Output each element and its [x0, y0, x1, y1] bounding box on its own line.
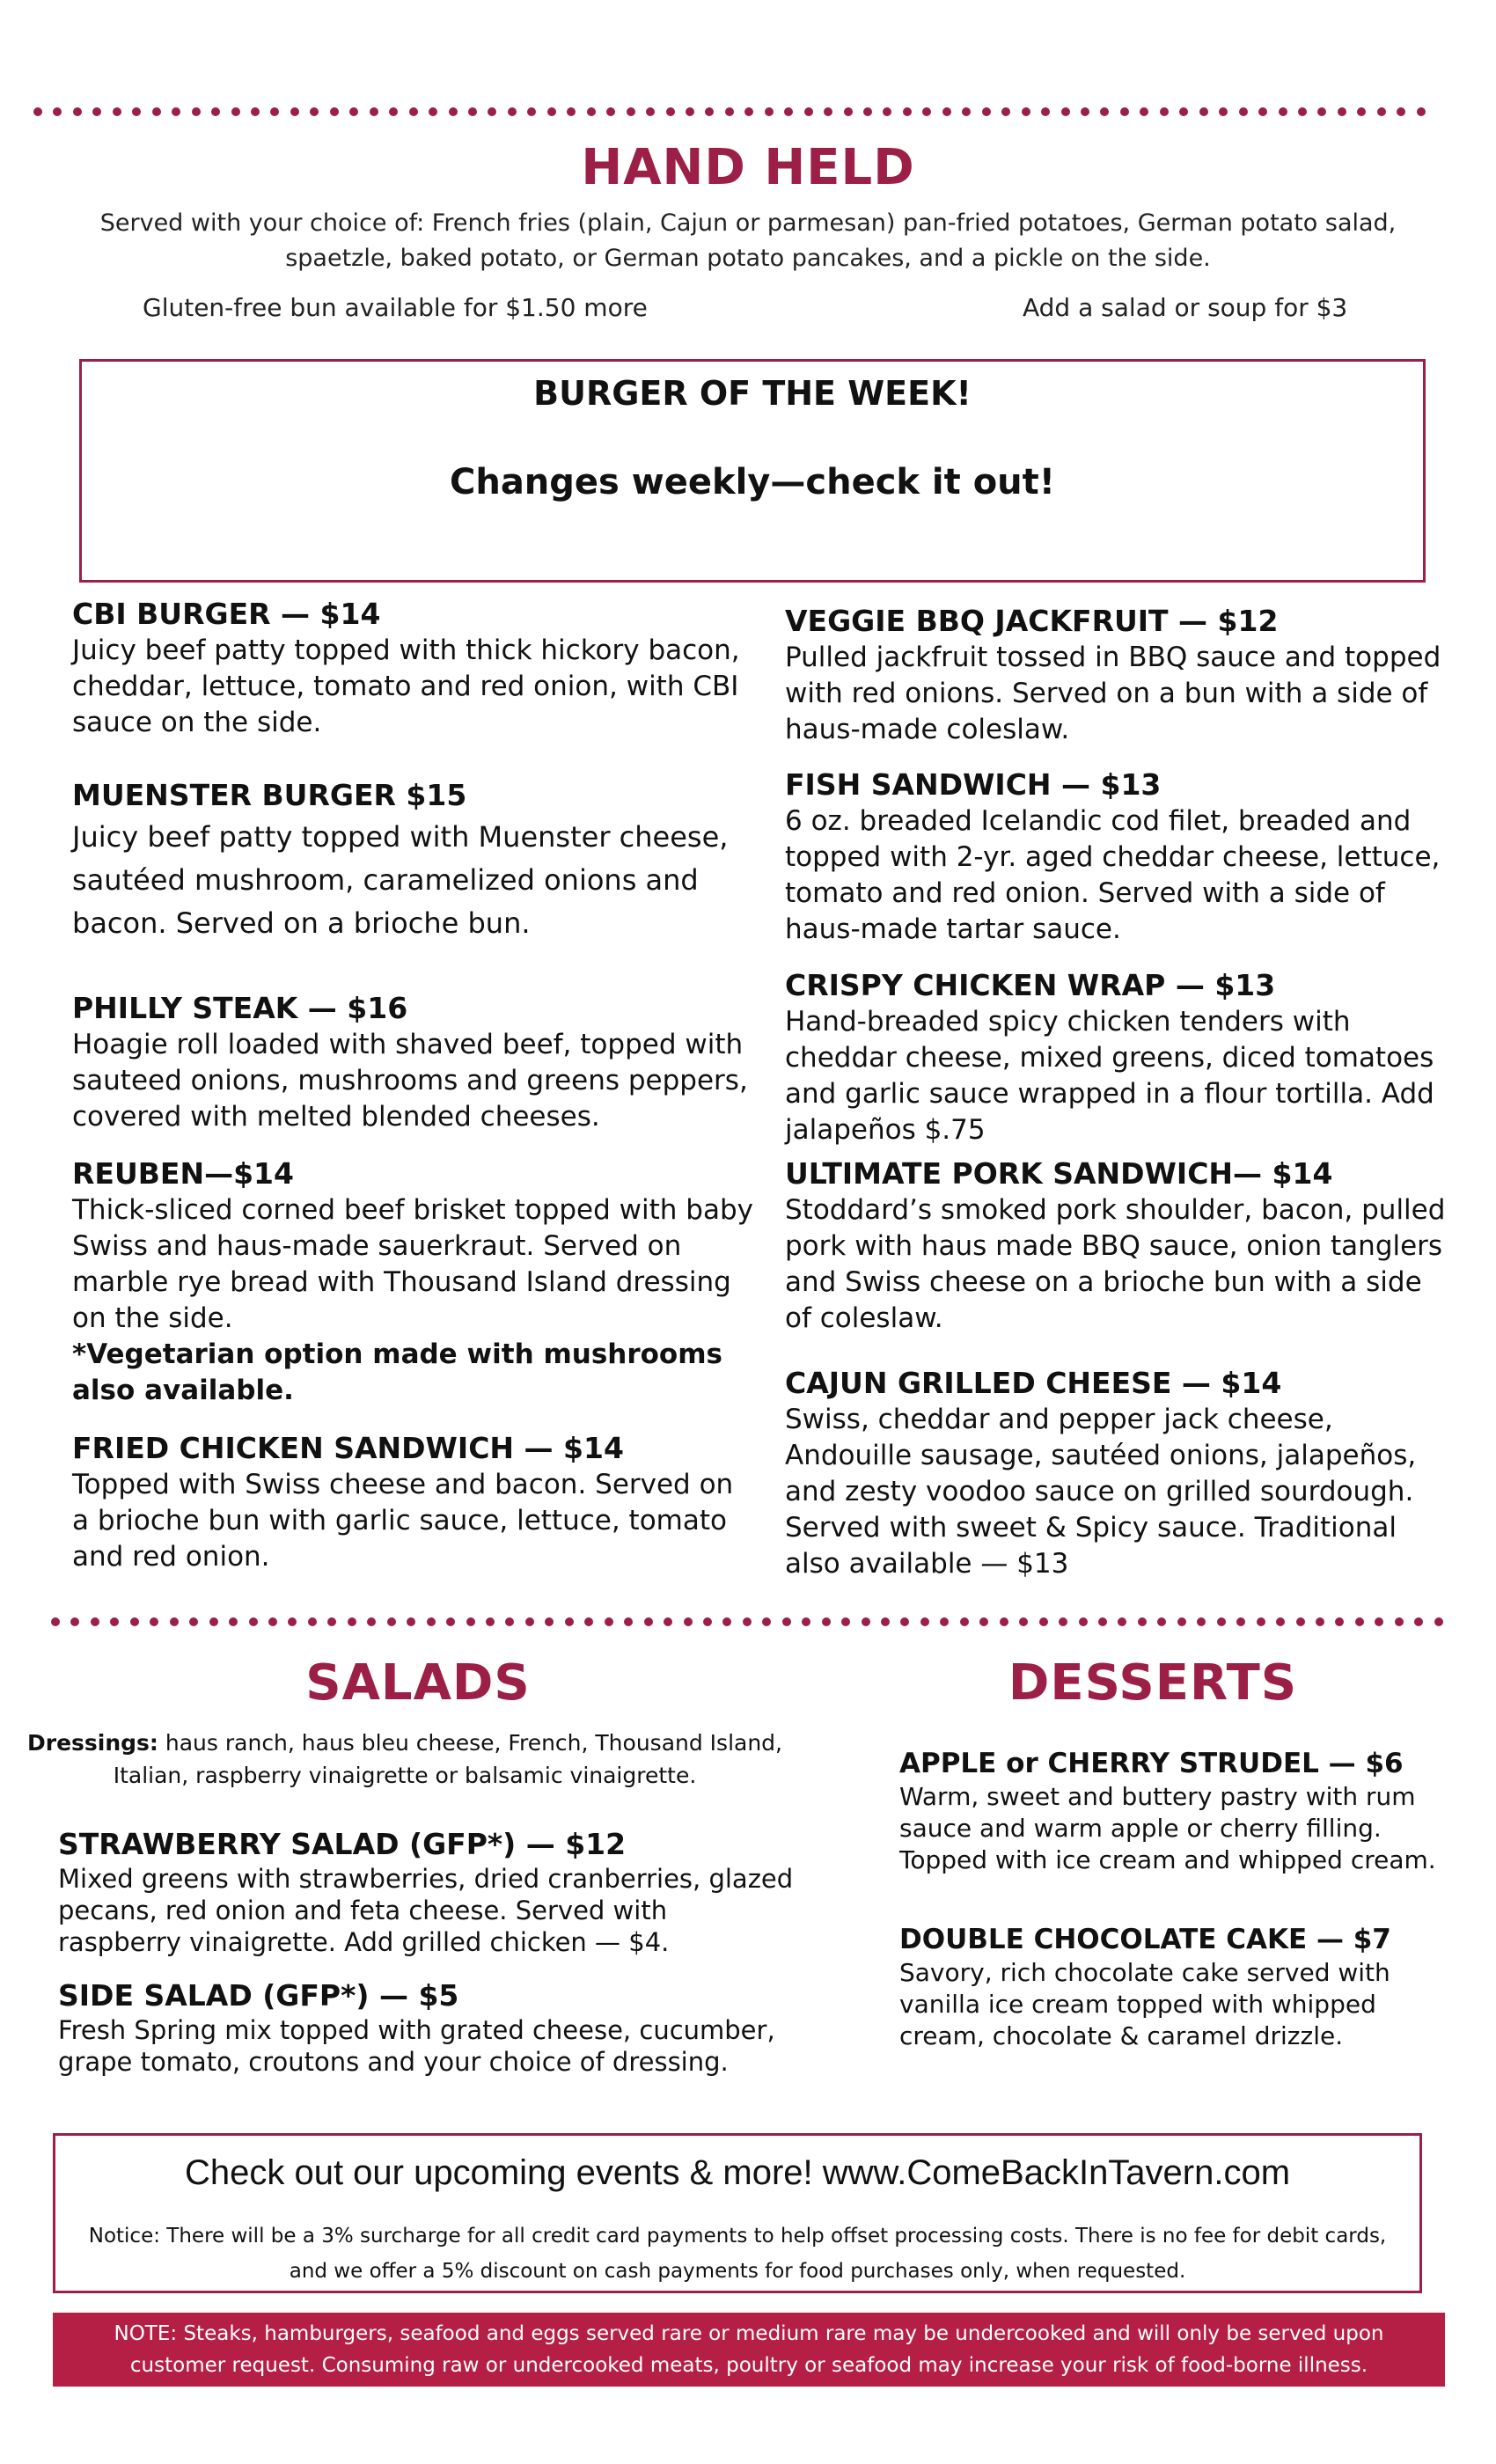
item-name: VEGGIE BBQ JACKFRUIT — $12 — [785, 604, 1279, 638]
divider-dot — [1079, 1617, 1088, 1626]
divider-dot — [979, 1617, 988, 1626]
divider-dot — [762, 1617, 771, 1626]
divider-dot — [962, 107, 971, 116]
divider-dot — [1022, 107, 1030, 116]
item-description: Thick-sliced corned beef brisket topped with baby Swiss and haus-made sauerkraut. Served on marble rye bread with Thousand Island dressing on the side. — [72, 1194, 753, 1334]
divider-dot — [545, 1617, 554, 1626]
item-description: Hand-breaded spicy chicken tenders with cheddar cheese, mixed greens, diced tomatoes and garlic sauce wrapped in a flour tortilla. Add jalapeños $.75 — [785, 1006, 1434, 1146]
item-name: REUBEN—$14 — [72, 1156, 294, 1191]
divider-dot — [505, 1617, 514, 1626]
divider-dot — [33, 107, 42, 116]
divider-dot — [91, 1617, 99, 1626]
divider-dot — [288, 1617, 297, 1626]
divider-dot — [1081, 107, 1089, 116]
dressings-text: haus ranch, haus bleu cheese, French, Thousand Island, Italian, raspberry vinaigrette or balsamic vinaigrette. — [113, 1730, 783, 1788]
item-name: CAJUN GRILLED CHEESE — $14 — [785, 1366, 1282, 1400]
divider-dot — [468, 107, 477, 116]
item-description: Swiss, cheddar and pepper jack cheese, Andouille sausage, sautéed onions, jalapeños, and zesty voodoo sauce on grilled sourdough. Served with sweet & Spicy sauce. Traditional also available — $13 — [785, 1404, 1417, 1580]
item-description: Warm, sweet and buttery pastry with rum sauce and warm apple or cherry filling. Topped with ice cream and whipped cream. — [899, 1782, 1436, 1874]
divider-dot — [1298, 107, 1307, 116]
divider-dot — [782, 1617, 791, 1626]
divider-dot — [1258, 107, 1267, 116]
divider-dot — [92, 107, 101, 116]
divider-dot — [192, 107, 201, 116]
divider-dot — [1157, 1617, 1166, 1626]
divider-dot — [1397, 107, 1405, 116]
divider-dot — [231, 107, 240, 116]
divider-dot — [427, 1617, 436, 1626]
divider-dot — [130, 1617, 139, 1626]
divider-dot — [211, 107, 220, 116]
divider-dot — [1098, 1617, 1107, 1626]
divider-dot — [1279, 107, 1287, 116]
divider-dot — [1059, 1617, 1067, 1626]
divider-dot — [824, 107, 832, 116]
divider-dot — [229, 1617, 238, 1626]
divider-dot — [486, 1617, 495, 1626]
item-name: CBI BURGER — $14 — [72, 597, 381, 631]
divider-dot — [567, 107, 576, 116]
divider-dot — [1120, 107, 1129, 116]
item-name: STRAWBERRY SALAD (GFP*) — $12 — [58, 1827, 627, 1861]
divider-dot — [268, 1617, 277, 1626]
burger-of-week-box — [79, 359, 1426, 583]
menu-item-cbi-burger — [72, 597, 759, 741]
divider-dot — [1236, 1617, 1245, 1626]
item-name: FISH SANDWICH — $13 — [785, 767, 1162, 802]
item-description: Juicy beef patty topped with thick hickory bacon, cheddar, lettuce, tomato and red onion, with CBI sauce on the side. — [72, 634, 740, 738]
item-name: APPLE or CHERRY STRUDEL — $6 — [899, 1748, 1404, 1779]
divider-dot — [606, 107, 615, 116]
divider-dot — [940, 1617, 949, 1626]
add-salad-note: Add a salad or soup for $3 — [1023, 293, 1348, 322]
divider-dot — [1338, 107, 1346, 116]
divider-dot — [170, 1617, 179, 1626]
menu-item-fried-chicken-sandwich — [72, 1431, 759, 1575]
divider-dot — [703, 1617, 712, 1626]
divider-dot — [684, 1617, 693, 1626]
payment-notice: Notice: There will be a 3% surcharge for all credit card payments to help offset processing costs. There is no fee for debit cards, and we offer a 5% discount on cash payments for food purchases only, when requested. — [88, 2225, 1387, 2283]
divider-dot — [466, 1617, 475, 1626]
divider-dot — [722, 1617, 731, 1626]
divider-dot — [863, 107, 872, 116]
menu-item-reuben — [72, 1156, 759, 1409]
divider-dot — [822, 1617, 831, 1626]
menu-item-side-salad — [58, 1978, 797, 2078]
divider-dot — [70, 1617, 79, 1626]
divider-dot — [942, 107, 951, 116]
divider-dot — [508, 107, 517, 116]
divider-dot — [525, 1617, 534, 1626]
item-description: Stoddard’s smoked pork shoulder, bacon, pulled pork with haus made BBQ sauce, onion tanglers and Swiss cheese on a brioche bun with a side of coleslaw. — [785, 1194, 1446, 1334]
divider-dot — [73, 107, 82, 116]
divider-dot — [743, 1617, 752, 1626]
menu-item-crispy-chicken-wrap — [785, 968, 1454, 1148]
divider-dot — [765, 107, 774, 116]
divider-dot — [960, 1617, 969, 1626]
divider-dot — [527, 107, 536, 116]
menu-item-strudel — [899, 1748, 1445, 1876]
item-description: Topped with Swiss cheese and bacon. Served on a brioche bun with garlic sauce, lettuce, tomato and red onion. — [72, 1469, 734, 1573]
item-description: Pulled jackfruit tossed in BBQ sauce and topped with red onions. Served on a bun with a side of haus-made coleslaw. — [785, 642, 1441, 745]
divider-dot — [627, 107, 635, 116]
divider-dot — [784, 107, 793, 116]
divider-dot — [1335, 1617, 1344, 1626]
divider-dot — [310, 107, 319, 116]
burger-of-week-heading: BURGER OF THE WEEK! — [533, 374, 972, 413]
divider-dot — [900, 1617, 909, 1626]
menu-item-cajun-grilled-cheese — [785, 1366, 1454, 1582]
divider-dot — [189, 1617, 198, 1626]
divider-dot — [330, 107, 339, 116]
divider-dot — [113, 107, 121, 116]
divider-dot — [686, 107, 694, 116]
divider-dot — [1239, 107, 1248, 116]
item-description: Mixed greens with strawberries, dried cranberries, glazed pecans, red onion and feta cheese. Served with raspberry vinaigrette. Add grilled chicken — $4. — [58, 1864, 794, 1957]
divider-dot — [150, 1617, 158, 1626]
divider-dot — [1160, 107, 1169, 116]
divider-dot — [387, 1617, 396, 1626]
divider-dot — [348, 1617, 356, 1626]
divider-dot — [1199, 107, 1208, 116]
divider-dot — [1039, 1617, 1048, 1626]
divider-dot — [1276, 1617, 1285, 1626]
divider-dot — [370, 107, 378, 116]
divider-dot — [841, 1617, 850, 1626]
item-description: Savory, rich chocolate cake served with vanilla ice cream topped with whipped cream, chocolate & caramel drizzle. — [899, 1958, 1390, 2050]
divider-dot — [1179, 107, 1188, 116]
divider-dot — [1019, 1617, 1028, 1626]
dressings-label: Dressings: — [26, 1730, 158, 1756]
menu-item-fish-sandwich — [785, 767, 1454, 948]
menu-item-strawberry-salad — [58, 1827, 797, 1958]
divider-dot — [982, 107, 991, 116]
divider-dot — [389, 107, 398, 116]
divider-dot — [1138, 1617, 1147, 1626]
divider-dot — [51, 1617, 60, 1626]
item-name: SIDE SALAD (GFP*) — $5 — [58, 1978, 459, 2013]
divider-dot — [53, 107, 62, 116]
item-name: MUENSTER BURGER $15 — [72, 778, 467, 812]
divider-dot — [1375, 1617, 1383, 1626]
divider-dot — [446, 1617, 455, 1626]
divider-dot — [903, 107, 912, 116]
item-name: DOUBLE CHOCOLATE CAKE — $7 — [899, 1924, 1391, 1955]
divider-dot — [1316, 1617, 1324, 1626]
divider-dot — [1355, 1617, 1364, 1626]
divider-dot — [1317, 107, 1326, 116]
item-name: CRISPY CHICKEN WRAP — $13 — [785, 968, 1276, 1002]
divider-dot — [587, 107, 596, 116]
divider-dot — [290, 107, 299, 116]
item-description: 6 oz. breaded Icelandic cod filet, breaded and topped with 2-yr. aged cheddar cheese, lettuce, tomato and red onion. Served with a side of haus-made tartar sauce. — [785, 805, 1441, 945]
divider-dot — [327, 1617, 336, 1626]
divider-dot — [308, 1617, 317, 1626]
divider-dot — [1000, 1617, 1008, 1626]
item-description: Hoagie roll loaded with shaved beef, topped with sauteed onions, mushrooms and greens peppers, covered with melted blended cheeses. — [72, 1029, 748, 1133]
divider-dot — [349, 107, 358, 116]
divider-dot — [1219, 107, 1228, 116]
divider-dot — [152, 107, 161, 116]
divider-dot — [624, 1617, 633, 1626]
divider-dot — [110, 1617, 119, 1626]
divider-dot — [862, 1617, 870, 1626]
divider-dot — [1217, 1617, 1226, 1626]
top-dotted-divider — [33, 107, 1426, 116]
divider-dot — [251, 107, 260, 116]
item-name: PHILLY STEAK — $16 — [72, 991, 408, 1025]
divider-dot — [725, 107, 734, 116]
handheld-intro: Served with your choice of: French fries (plain, Cajun or parmesan) pan-fried potatoes, German potato salad, spaetzle, baked potato, or German potato pancakes, and a pickle on the side. — [99, 209, 1397, 272]
divider-dot — [1197, 1617, 1206, 1626]
divider-dot — [666, 107, 675, 116]
item-name: ULTIMATE PORK SANDWICH— $14 — [785, 1156, 1333, 1191]
divider-dot — [922, 107, 931, 116]
divider-dot — [209, 1617, 218, 1626]
vegetarian-option-note: *Vegetarian option made with mushrooms also available. — [72, 1338, 722, 1406]
divider-dot — [429, 107, 437, 116]
events-notice-box — [53, 2133, 1422, 2293]
item-name: FRIED CHICKEN SANDWICH — $14 — [72, 1431, 624, 1465]
divider-dot — [1414, 1617, 1423, 1626]
menu-item-veggie-bbq-jackfruit — [785, 604, 1454, 748]
food-safety-warning — [53, 2313, 1445, 2387]
divider-dot — [881, 1617, 890, 1626]
divider-dot — [883, 107, 891, 116]
divider-dot — [1118, 1617, 1126, 1626]
divider-dot — [646, 107, 655, 116]
divider-dot — [407, 1617, 415, 1626]
divider-dot — [249, 1617, 258, 1626]
divider-dot — [804, 107, 813, 116]
menu-item-philly-steak — [72, 991, 759, 1135]
divider-dot — [1001, 107, 1010, 116]
divider-dot — [1417, 107, 1426, 116]
divider-dot — [270, 107, 279, 116]
dressings-line — [26, 1727, 783, 1792]
divider-dot — [1357, 107, 1366, 116]
divider-dot — [565, 1617, 574, 1626]
events-line: Check out our upcoming events & more! www.ComeBackInTavern.com — [184, 2153, 1291, 2192]
divider-dot — [547, 107, 556, 116]
divider-dot — [844, 107, 853, 116]
divider-dot — [1377, 107, 1386, 116]
burger-of-week-subheading: Changes weekly—check it out! — [449, 462, 1056, 502]
divider-dot — [1395, 1617, 1404, 1626]
menu-item-ultimate-pork-sandwich — [785, 1156, 1454, 1337]
food-safety-warning-text: NOTE: Steaks, hamburgers, seafood and eggs served rare or medium rare may be undercooked and will only be served upon customer request. Consuming raw or undercooked meats, poultry or seafood may increase your risk of food-borne illness. — [114, 2322, 1384, 2377]
divider-dot — [644, 1617, 653, 1626]
menu-item-muenster-burger — [72, 778, 759, 945]
divider-dot — [172, 107, 180, 116]
gluten-free-note: Gluten-free bun available for $1.50 more — [143, 293, 648, 322]
menu-item-double-chocolate-cake — [899, 1924, 1445, 2052]
divider-dot — [1434, 1617, 1443, 1626]
item-description: Fresh Spring mix topped with grated cheese, cucumber, grape tomato, croutons and your choice of dressing. — [58, 2015, 775, 2077]
divider-dot — [1061, 107, 1070, 116]
item-description: Juicy beef patty topped with Muenster cheese, sautéed mushroom, caramelized onions and bacon. Served on a brioche bun. — [72, 820, 729, 940]
divider-dot — [1257, 1617, 1265, 1626]
divider-dot — [920, 1617, 929, 1626]
divider-dot — [664, 1617, 672, 1626]
divider-dot — [802, 1617, 810, 1626]
divider-dot — [1140, 107, 1148, 116]
middle-dotted-divider — [51, 1617, 1443, 1626]
divider-dot — [409, 107, 418, 116]
desserts-title: DESSERTS — [1008, 1654, 1298, 1712]
divider-dot — [1296, 1617, 1305, 1626]
divider-dot — [1177, 1617, 1186, 1626]
divider-dot — [488, 107, 496, 116]
salads-title: SALADS — [305, 1654, 531, 1712]
divider-dot — [367, 1617, 376, 1626]
divider-dot — [705, 107, 714, 116]
divider-dot — [605, 1617, 613, 1626]
handheld-title: HAND HELD — [581, 139, 915, 196]
divider-dot — [744, 107, 753, 116]
divider-dot — [584, 1617, 593, 1626]
divider-dot — [132, 107, 141, 116]
divider-dot — [449, 107, 458, 116]
divider-dot — [1041, 107, 1050, 116]
divider-dot — [1100, 107, 1109, 116]
